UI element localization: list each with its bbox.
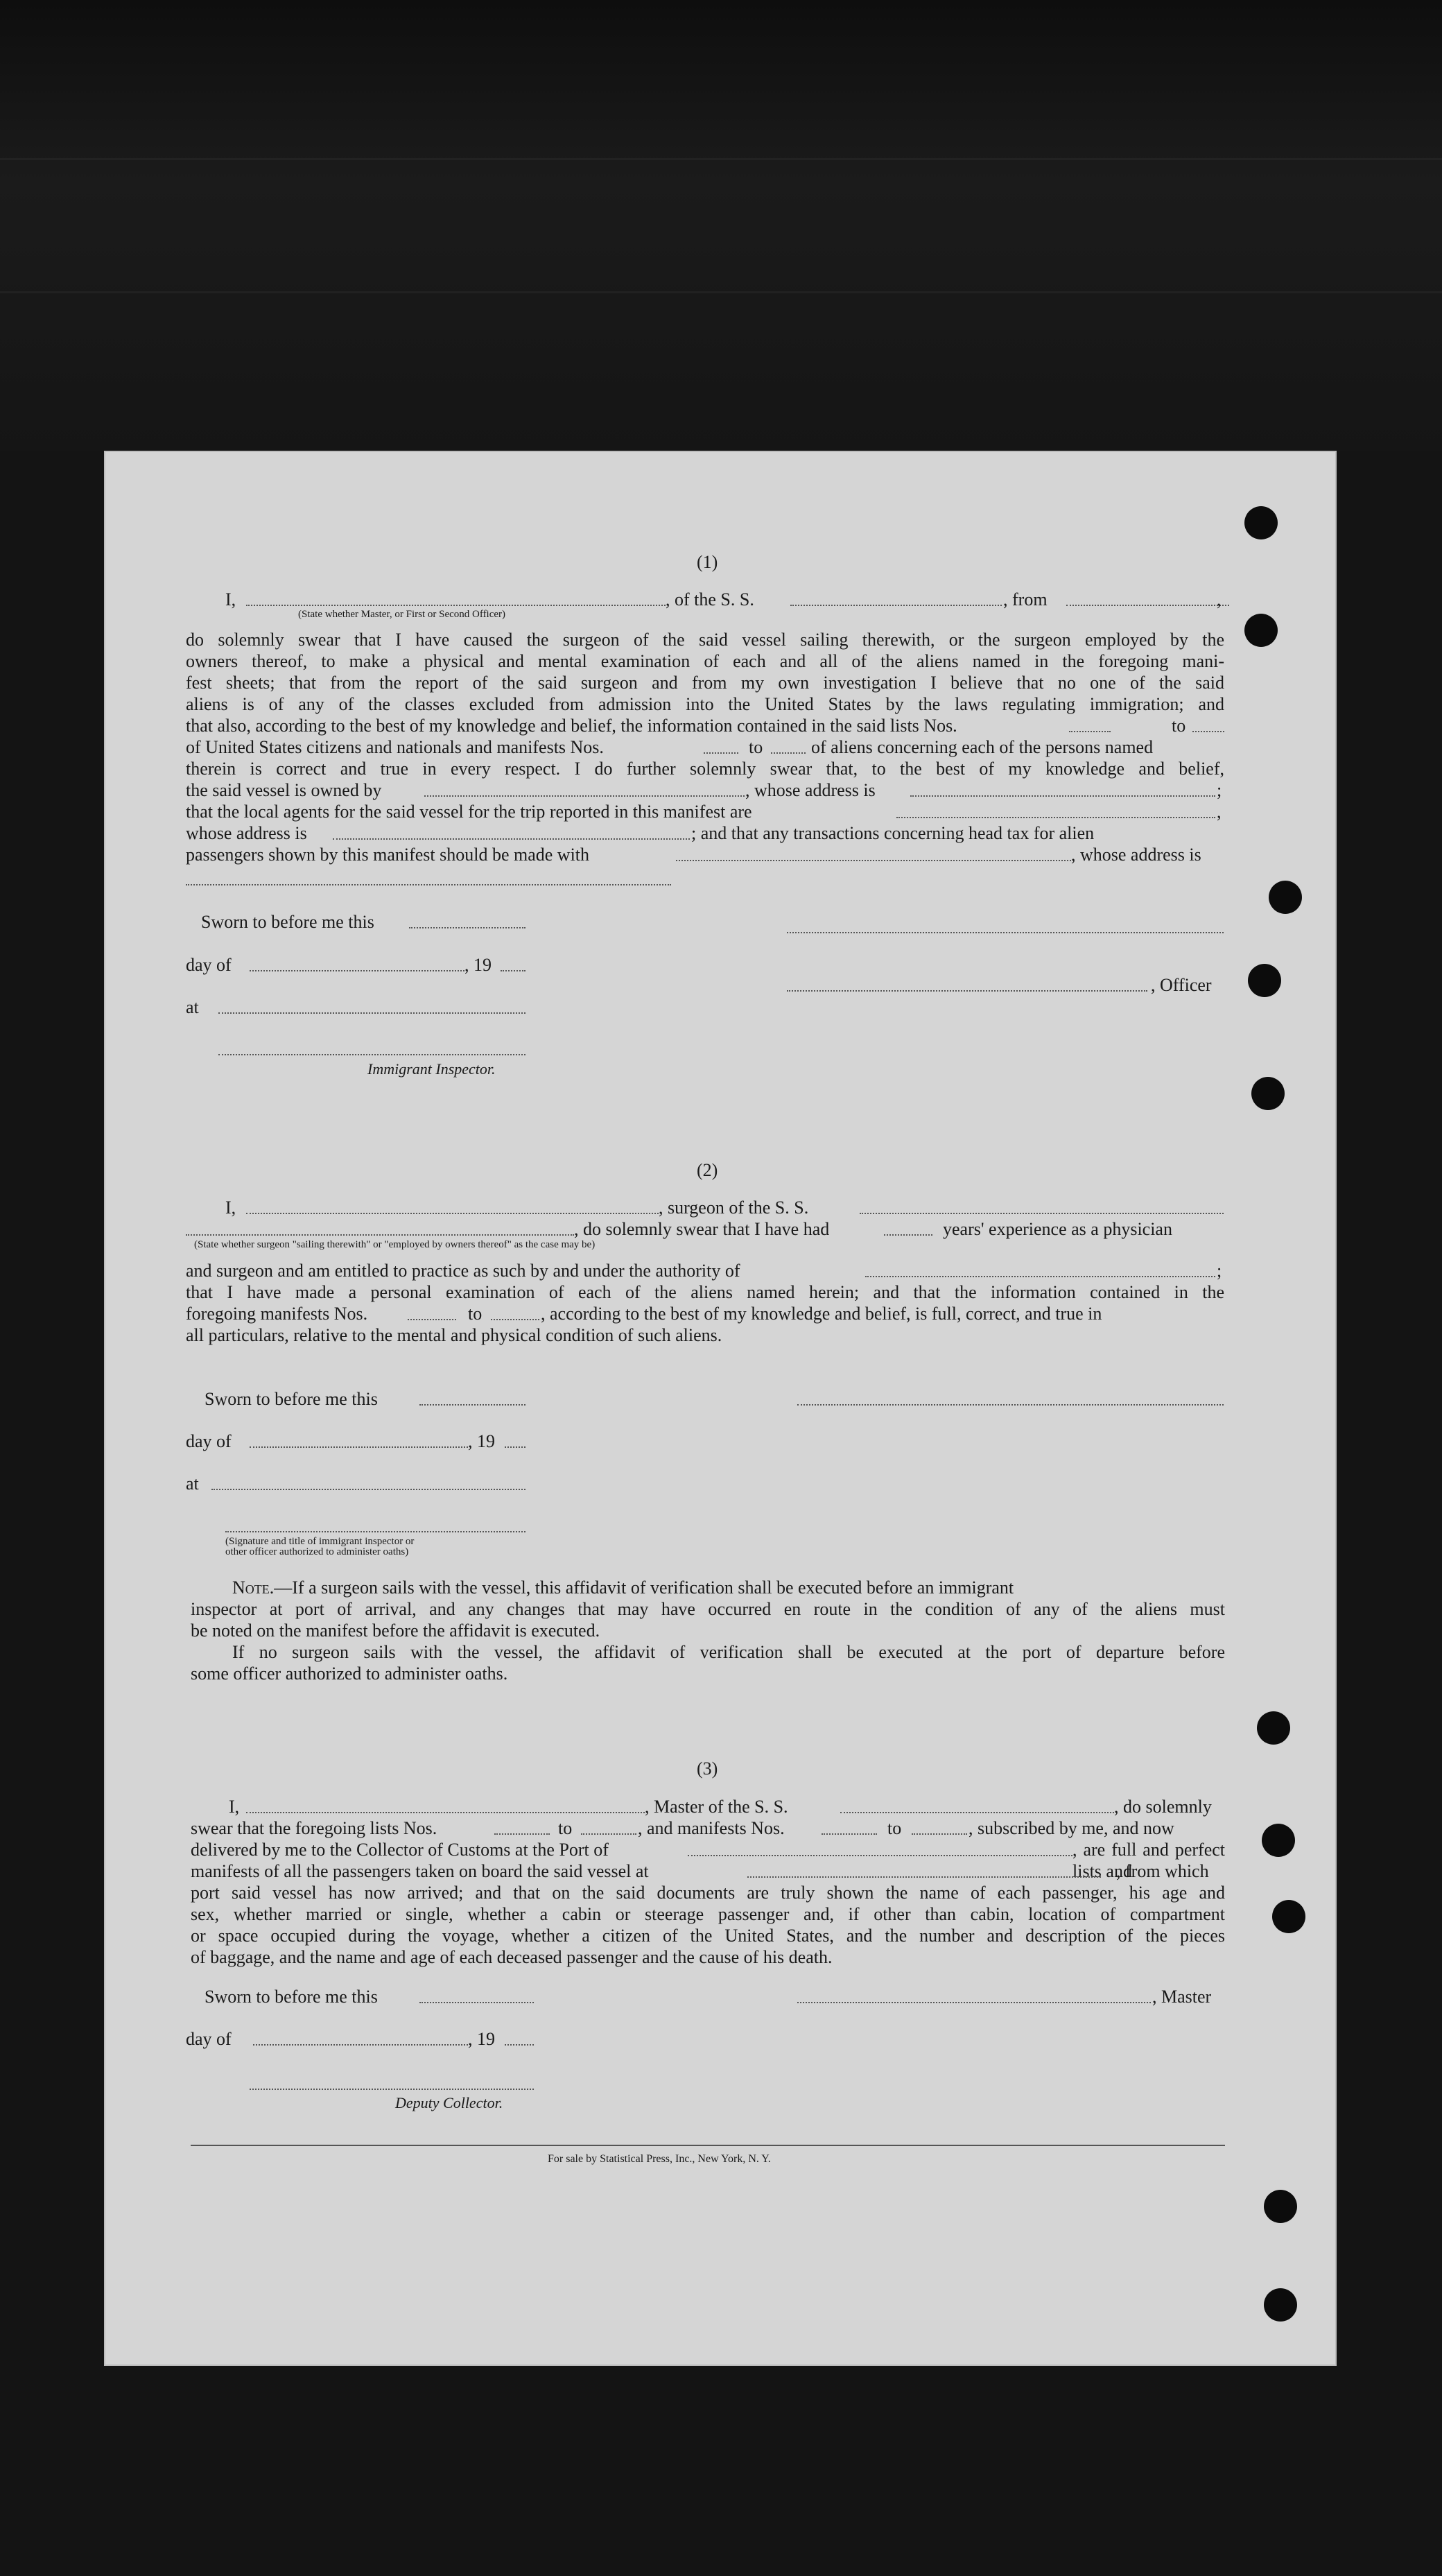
- s2-authority: and surgeon and am entitled to practice as such by and under the authority of: [186, 1261, 740, 1281]
- s2-note-text-1: —If a surgeon sails with the vessel, this affidavit of verification shall be executed before an immigrant: [274, 1577, 1014, 1598]
- s3-sworn: Sworn to before me this: [205, 1987, 378, 2007]
- s1-owned-by: the said vessel is owned by: [186, 780, 382, 800]
- s1-at: at: [186, 997, 199, 1017]
- punch-hole-icon: [1264, 2190, 1297, 2223]
- section-3-number: (3): [697, 1758, 718, 1779]
- s1-sworn-date-blank: [409, 927, 525, 928]
- s2-ship-blank: [860, 1213, 1224, 1214]
- s1-inspector-blank: [218, 1054, 525, 1055]
- s2-note-line-2: inspector at port of arrival, and any changes that may have occurred en route in the condition of any of the aliens must: [191, 1599, 1225, 1619]
- s3-boarding-blank: [747, 1876, 1101, 1878]
- s1-day-of: day of: [186, 955, 232, 975]
- s1-line-b: therein is correct and true in every respect. I do further solemnly swear that, to the best of my knowledge and belief,: [186, 759, 1224, 779]
- s1-from-blank: [1066, 605, 1229, 606]
- s1-owner-address-blank: [910, 795, 1215, 797]
- s3-sworn-date-blank: [419, 2002, 534, 2003]
- s2-at-blank: [211, 1489, 525, 1490]
- punch-hole-icon: [1257, 1711, 1290, 1745]
- s3-manifests-to-blank: [912, 1833, 967, 1835]
- punch-hole-icon: [1262, 1824, 1295, 1857]
- s3-collector: delivered by me to the Collector of Customs at the Port of: [191, 1840, 609, 1860]
- s1-lists-to-blank: [1192, 731, 1224, 732]
- s2-sworn-date-blank: [419, 1404, 525, 1406]
- s2-line-6: all particulars, relative to the mental and physical condition of such aliens.: [186, 1325, 722, 1345]
- s3-lists-to-blank: [581, 1833, 636, 1835]
- s3-full-lists: , are full and perfect lists and: [1072, 1840, 1225, 1881]
- s1-inspector: Immigrant Inspector.: [367, 1060, 496, 1078]
- s2-signature-blank: [797, 1404, 1224, 1406]
- s1-head-tax: ; and that any transactions concerning head tax for alien: [691, 823, 1095, 843]
- s1-paragraph-line-2: owners thereof, to make a physical and mental examination of each and all of the aliens named in the foregoing mani-: [186, 651, 1224, 671]
- s3-signature-blank: [797, 2002, 1151, 2003]
- s3-line-8: of baggage, and the name and age of each deceased passenger and the cause of his death.: [191, 1947, 833, 1967]
- s1-owner-blank: [424, 795, 745, 797]
- s2-i-label: I,: [225, 1198, 236, 1218]
- s3-solemnly: , do solemnly: [1114, 1797, 1212, 1817]
- s2-note-label: Note.: [232, 1577, 275, 1598]
- s3-year-blank: [505, 2044, 534, 2046]
- s2-year-blank: [505, 1446, 525, 1448]
- s1-officer: , Officer: [1151, 975, 1212, 995]
- s3-port-blank: [688, 1855, 1072, 1856]
- s3-collector-blank: [250, 2089, 534, 2090]
- s1-agents-comma: ,: [1217, 802, 1222, 822]
- s1-line-a2: of aliens concerning each of the persons named: [811, 737, 1154, 757]
- form-page: [104, 451, 1337, 2366]
- section-1-number: (1): [697, 552, 718, 572]
- s3-manifests-all: manifests of all the passengers taken on board the said vessel at: [191, 1861, 649, 1881]
- s2-years: years' experience as a physician: [943, 1219, 1172, 1239]
- s1-name-blank: [246, 605, 666, 606]
- s1-whose-address: , whose address is: [745, 780, 876, 800]
- s3-manifests-from-blank: [822, 1833, 877, 1835]
- s2-according: , according to the best of my knowledge and belief, is full, correct, and true in: [541, 1304, 1102, 1324]
- s2-name-blank: [246, 1213, 659, 1214]
- s2-type-blank: [186, 1234, 574, 1236]
- s3-day-blank: [253, 2044, 468, 2046]
- s1-to-word-2: to: [749, 737, 763, 757]
- s1-day-blank: [250, 970, 464, 971]
- s3-i-label: I,: [229, 1797, 240, 1817]
- s1-sworn: Sworn to before me this: [201, 912, 374, 932]
- s1-manifest-to-blank: [771, 752, 806, 754]
- s1-manifest-from-blank: [704, 752, 738, 754]
- scan-background: [0, 0, 1442, 451]
- s2-authority-blank: [865, 1276, 1215, 1277]
- scan-artifact: [0, 291, 1442, 293]
- s3-to-1: to: [558, 1818, 573, 1838]
- s1-agents-address-blank: [333, 838, 690, 840]
- punch-hole-icon: [1244, 506, 1278, 539]
- s2-semicolon: ;: [1217, 1261, 1222, 1281]
- s2-at: at: [186, 1473, 199, 1494]
- s2-manifests: foregoing manifests Nos.: [186, 1304, 368, 1324]
- s1-from-label: , from: [1003, 589, 1048, 610]
- s1-whose-address-2: , whose address is: [1071, 845, 1201, 865]
- scan-artifact: [0, 158, 1442, 160]
- s3-deputy: Deputy Collector.: [395, 2094, 503, 2111]
- s3-name-blank: [246, 1812, 645, 1813]
- s1-headtax-address-blank: [186, 884, 671, 885]
- footer-publisher: For sale by Statistical Press, Inc., New York, N. Y.: [548, 2153, 771, 2165]
- s2-sig-caption-2: other officer authorized to administer oaths): [225, 1546, 409, 1557]
- s1-semicolon: ;: [1217, 780, 1222, 800]
- s2-to-blank: [491, 1319, 539, 1320]
- s3-year: , 19: [468, 2029, 495, 2049]
- s1-ship-label: , of the S. S.: [666, 589, 754, 610]
- s1-caption: (State whether Master, or First or Second Officer): [298, 609, 506, 620]
- punch-hole-icon: [1251, 1077, 1285, 1110]
- punch-hole-icon: [1269, 881, 1302, 914]
- s1-line-a: of United States citizens and nationals and manifests Nos.: [186, 737, 604, 757]
- s1-agents-address-label: whose address is: [186, 823, 307, 843]
- s2-year: , 19: [468, 1431, 495, 1451]
- s1-lists-from-blank: [1069, 731, 1111, 732]
- s3-subscribed: , subscribed by me, and now: [968, 1818, 1174, 1838]
- s1-headtax-blank: [676, 860, 1071, 861]
- s3-master: , Master: [1152, 1987, 1212, 2007]
- s2-line-4: that I have made a personal examination of each of the aliens named herein; and that the information contained in the: [186, 1282, 1224, 1302]
- s1-paragraph-line-3: fest sheets; that from the report of the said surgeon and from my own investigation I believe that no one of the said: [186, 673, 1224, 693]
- s1-signature-blank: [787, 932, 1224, 933]
- s3-line-5: port said vessel has now arrived; and that on the said documents are truly shown the name of each passenger, his age and: [191, 1883, 1225, 1903]
- s1-year: , 19: [464, 955, 492, 975]
- s3-lists-from-blank: [494, 1833, 550, 1835]
- s1-officer-blank: [787, 990, 1147, 992]
- s1-passengers: passengers shown by this manifest should be made with: [186, 845, 590, 865]
- punch-hole-icon: [1264, 2288, 1297, 2322]
- s3-lists: swear that the foregoing lists Nos.: [191, 1818, 437, 1838]
- s1-local-agents: that the local agents for the said vessel for the trip reported in this manifest are: [186, 802, 752, 822]
- s1-paragraph-line-5: that also, according to the best of my knowledge and belief, the information contained in the said lists Nos.: [186, 716, 957, 736]
- punch-hole-icon: [1248, 964, 1281, 997]
- s3-line-7: or space occupied during the voyage, whether a citizen of the United States, and the number and description of the pieces: [191, 1926, 1225, 1946]
- s2-from-blank: [408, 1319, 456, 1320]
- section-2-number: (2): [697, 1160, 718, 1180]
- s1-paragraph-line-4: aliens is of any of the classes excluded from admission into the United States by the laws regulating immigration; and: [186, 694, 1224, 714]
- s3-from-which: , from which: [1116, 1861, 1209, 1881]
- s3-master-label: , Master of the S. S.: [645, 1797, 788, 1817]
- s2-caption: (State whether surgeon "sailing therewith" or "employed by owners thereof" as the case may be): [194, 1239, 596, 1250]
- s2-surgeon-label: , surgeon of the S. S.: [659, 1198, 809, 1218]
- s2-years-blank: [884, 1234, 932, 1236]
- s2-note-line-5: some officer authorized to administer oaths.: [191, 1663, 508, 1684]
- s2-note-line-4: If no surgeon sails with the vessel, the affidavit of verification shall be executed at the port of departure before: [232, 1642, 1225, 1662]
- s2-swear: , do solemnly swear that I have had: [574, 1219, 830, 1239]
- s1-ship-blank: [790, 605, 1002, 606]
- punch-hole-icon: [1272, 1900, 1305, 1933]
- s1-comma: ,: [1217, 589, 1222, 610]
- s2-note-line-3: be noted on the manifest before the affidavit is executed.: [191, 1620, 600, 1641]
- s3-line-6: sex, whether married or single, whether a cabin or steerage passenger and, if other than cabin, location of compartment: [191, 1904, 1225, 1924]
- footer-divider: [191, 2145, 1225, 2146]
- s2-inspector-blank: [225, 1531, 525, 1532]
- s3-manifests: , and manifests Nos.: [638, 1818, 785, 1838]
- s3-to-2: to: [887, 1818, 902, 1838]
- s2-day-of: day of: [186, 1431, 232, 1451]
- s1-year-blank: [501, 970, 525, 971]
- s2-sworn: Sworn to before me this: [205, 1389, 378, 1409]
- s3-ship-blank: [840, 1812, 1114, 1813]
- s1-at-blank: [218, 1012, 525, 1014]
- s1-paragraph-line-1: do solemnly swear that I have caused the surgeon of the said vessel sailing therewith, or the surgeon employed by the: [186, 630, 1224, 650]
- s2-note-line-1: [232, 1577, 1014, 1598]
- punch-hole-icon: [1244, 614, 1278, 647]
- s1-agents-blank: [896, 817, 1215, 818]
- s2-day-blank: [250, 1446, 468, 1448]
- s3-day-of: day of: [186, 2029, 232, 2049]
- s2-sig-caption-1: (Signature and title of immigrant inspector or: [225, 1536, 415, 1547]
- s2-to: to: [468, 1304, 483, 1324]
- s1-to-word: to: [1172, 716, 1186, 736]
- s1-i-label: I,: [225, 589, 236, 610]
